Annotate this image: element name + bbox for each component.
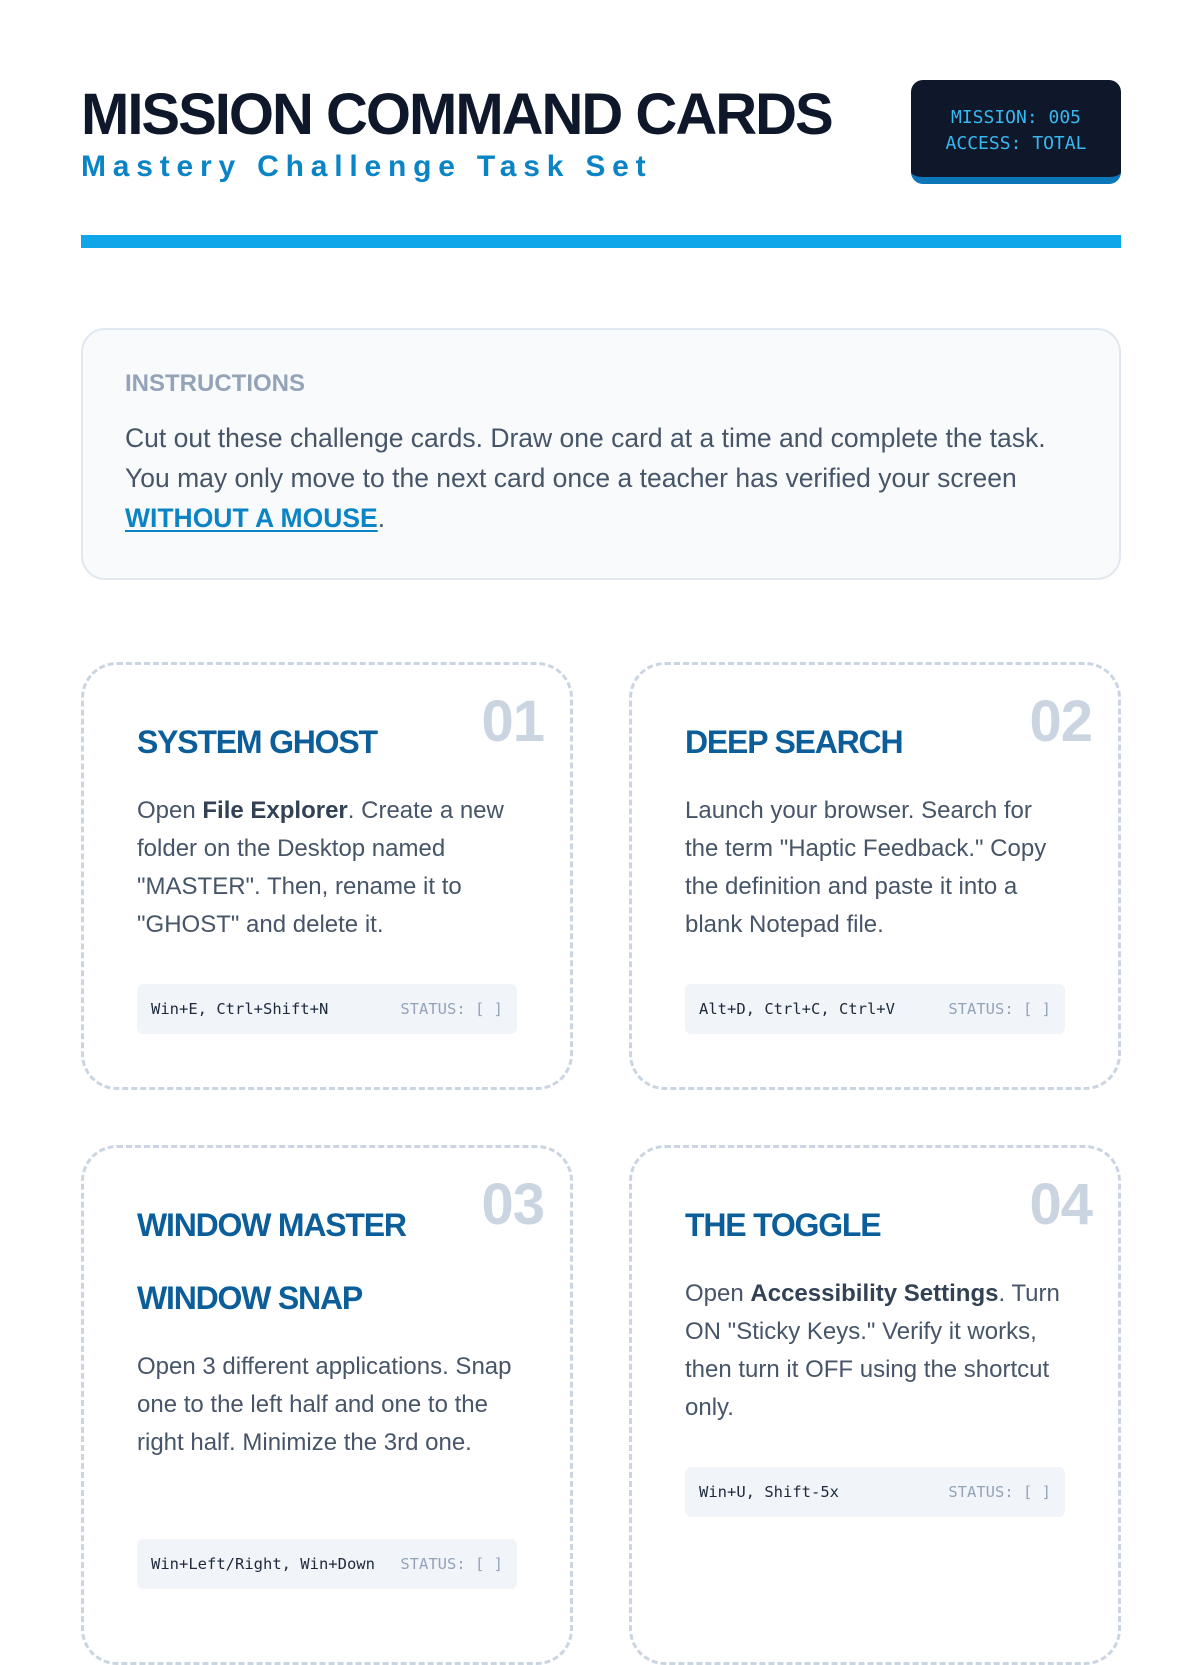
status-checkbox: STATUS: [ ] xyxy=(400,1000,503,1018)
desc-text: Open xyxy=(137,797,203,824)
challenge-card-01 xyxy=(81,662,573,1090)
challenge-card-02 xyxy=(629,662,1121,1090)
header-divider xyxy=(81,235,1121,248)
card-title: SYSTEM GHOST xyxy=(137,724,377,760)
challenge-card-03 xyxy=(81,1145,573,1665)
card-number: 03 xyxy=(481,1172,544,1237)
shortcut-bar xyxy=(137,984,517,1034)
status-checkbox: STATUS: [ ] xyxy=(400,1555,503,1573)
page-header xyxy=(81,80,1121,248)
shortcut-keys: Win+Left/Right, Win+Down xyxy=(151,1555,375,1573)
instructions-text xyxy=(125,418,1077,538)
shortcut-keys: Win+U, Shift-5x xyxy=(699,1483,839,1501)
desc-text: . Turn ON "Sticky Keys." Verify it works, then turn it OFF using the shortcut only. xyxy=(685,1280,1060,1421)
card-number: 02 xyxy=(1029,689,1092,754)
page-title: MISSION COMMAND CARDS xyxy=(81,82,832,147)
shortcut-keys: Alt+D, Ctrl+C, Ctrl+V xyxy=(699,1000,895,1018)
instructions-body: Cut out these challenge cards. Draw one card at a time and complete the task. You may only move to the next card once a teacher has verified your screen xyxy=(125,423,1046,493)
card-description: Launch your browser. Search for the term "Haptic Feedback." Copy the definition and paste it into a blank Notepad file. xyxy=(685,797,1047,938)
desc-text: . Create a new folder on the Desktop named "MASTER". Then, rename it to "GHOST" and delete it. xyxy=(137,797,504,938)
challenge-card-04 xyxy=(629,1145,1121,1665)
card-title: THE TOGGLE xyxy=(685,1207,881,1243)
card-description xyxy=(685,1275,1065,1427)
without-mouse-emphasis: WITHOUT A MOUSE xyxy=(125,503,378,533)
card-description: Open 3 different applications. Snap one to the left half and one to the right half. Minimize the 3rd one. xyxy=(137,1353,512,1456)
shortcut-bar xyxy=(685,984,1065,1034)
access-level: ACCESS: TOTAL xyxy=(945,133,1087,154)
mission-badge xyxy=(911,80,1121,184)
card-title: DEEP SEARCH xyxy=(685,724,903,760)
desc-text: Open xyxy=(685,1280,751,1307)
page-subtitle: Mastery Challenge Task Set xyxy=(81,150,653,183)
desc-highlight: Accessibility Settings xyxy=(750,1280,999,1307)
instructions-heading: INSTRUCTIONS xyxy=(125,370,305,397)
card-number: 04 xyxy=(1029,1172,1092,1237)
shortcut-bar xyxy=(137,1539,517,1589)
desc-highlight: File Explorer xyxy=(202,797,348,824)
status-checkbox: STATUS: [ ] xyxy=(948,1483,1051,1501)
mission-number: MISSION: 005 xyxy=(950,107,1082,128)
card-description xyxy=(137,792,517,944)
shortcut-bar xyxy=(685,1467,1065,1517)
shortcut-keys: Win+E, Ctrl+Shift+N xyxy=(151,1000,329,1018)
card-subtitle: WINDOW SNAP xyxy=(137,1280,363,1316)
instructions-end: . xyxy=(377,503,386,533)
card-number: 01 xyxy=(481,689,544,754)
instructions-panel xyxy=(81,328,1121,580)
status-checkbox: STATUS: [ ] xyxy=(948,1000,1051,1018)
card-title: WINDOW MASTER xyxy=(137,1207,406,1243)
